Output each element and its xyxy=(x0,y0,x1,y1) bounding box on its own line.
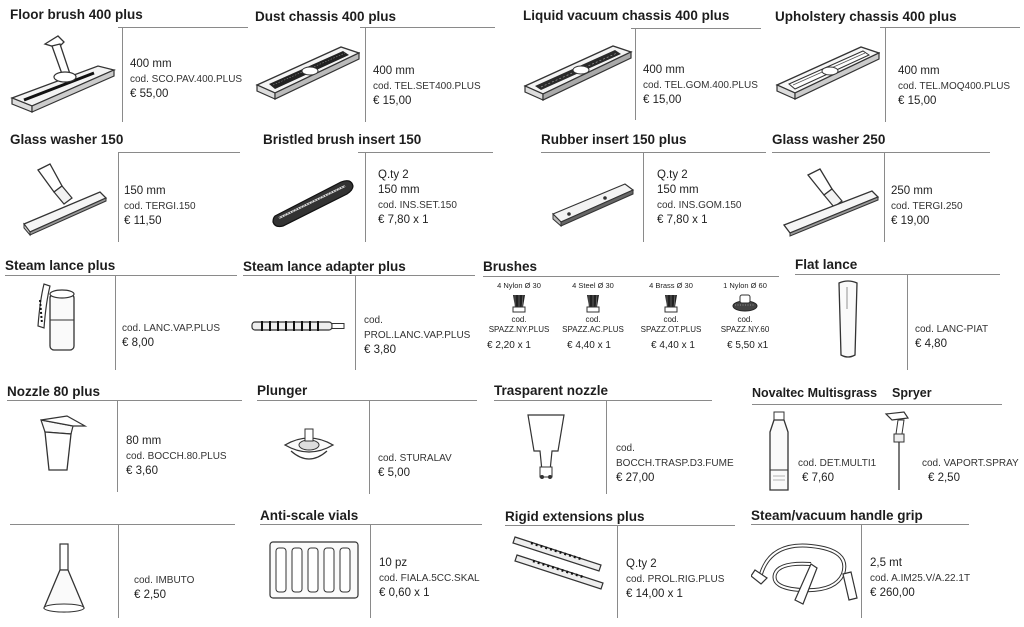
brush-image xyxy=(637,291,705,315)
product-code-label: cod. xyxy=(616,443,635,454)
floor-brush-image xyxy=(10,32,118,117)
brush-code-label: cod. xyxy=(585,315,601,324)
product-price: € 15,00 xyxy=(373,95,412,107)
product-price: € 4,80 xyxy=(915,338,947,350)
product-code: cod. LANC-PIAT xyxy=(915,324,989,335)
product-price: € 15,00 xyxy=(898,95,937,107)
product-info xyxy=(870,556,970,601)
product-code: cod. TEL.MOQ400.PLUS xyxy=(898,81,1011,92)
funnel-image xyxy=(40,540,90,618)
brush-spec: 4 Steel Ø 30 xyxy=(572,281,614,290)
brush-code: SPAZZ.NY.60 xyxy=(720,325,770,334)
product-brushes xyxy=(483,259,788,367)
product-size: 250 mm xyxy=(891,185,933,197)
product-title: Steam lance adapter plus xyxy=(243,259,406,274)
product-code: cod. VAPORT.SPRAY xyxy=(922,458,1019,469)
brush-price: € 2,20 x 1 xyxy=(487,340,531,351)
product-bristled-insert xyxy=(263,132,493,242)
product-price: € 2,50 xyxy=(134,589,166,601)
product-title: Liquid vacuum chassis 400 plus xyxy=(523,8,730,23)
product-info xyxy=(126,434,227,479)
product-info xyxy=(626,557,724,602)
brush-spec: 4 Nylon Ø 30 xyxy=(497,281,541,290)
product-qty: Q.ty 2 xyxy=(378,169,409,181)
product-info xyxy=(122,321,220,351)
product-code: cod. DET.MULTI1 xyxy=(798,458,877,469)
product-code: PROL.LANC.VAP.PLUS xyxy=(364,330,471,341)
product-size: 150 mm xyxy=(124,185,166,197)
product-code: BOCCH.TRASP.D3.FUME xyxy=(616,458,734,469)
product-title: Floor brush 400 plus xyxy=(10,7,143,22)
brush-spec: 4 Brass Ø 30 xyxy=(649,281,693,290)
product-handle-grip xyxy=(751,508,1016,618)
brush-code: SPAZZ.OT.PLUS xyxy=(640,325,702,334)
product-price: € 5,00 xyxy=(378,467,410,479)
product-info xyxy=(657,168,741,228)
brush-image xyxy=(559,291,627,315)
product-title: Spryer xyxy=(892,386,932,400)
product-steam-lance xyxy=(5,258,237,370)
product-title: Rubber insert 150 plus xyxy=(541,132,687,147)
product-code: cod. FIALA.5CC.SKAL xyxy=(379,573,480,584)
product-price: € 27,00 xyxy=(616,472,655,484)
product-price: € 3,80 xyxy=(364,344,396,356)
product-glass-washer-150 xyxy=(10,132,242,242)
product-info xyxy=(891,184,963,229)
product-price: € 0,60 x 1 xyxy=(379,587,430,599)
product-price: € 7,80 x 1 xyxy=(378,214,429,226)
product-title: Steam/vacuum handle grip xyxy=(751,508,923,523)
product-price: € 3,60 xyxy=(126,465,158,477)
product-code: cod. PROL.RIG.PLUS xyxy=(626,574,725,585)
product-size: 400 mm xyxy=(643,64,685,76)
product-title: Anti-scale vials xyxy=(260,508,359,523)
product-title: Flat lance xyxy=(795,257,858,272)
product-lance-adapter xyxy=(243,259,475,370)
product-dust-chassis xyxy=(255,9,495,122)
product-code: cod. A.IM25.V/A.22.1T xyxy=(870,573,971,584)
product-code: cod. IMBUTO xyxy=(134,575,195,586)
product-code: cod. INS.SET.150 xyxy=(378,200,457,211)
brush-image xyxy=(711,291,779,315)
product-funnel xyxy=(10,508,235,618)
product-liquid-chassis xyxy=(523,8,763,122)
dust-chassis-image xyxy=(255,39,360,109)
product-plunger xyxy=(257,383,477,494)
product-size: 80 mm xyxy=(126,435,162,447)
product-info xyxy=(898,64,1010,109)
brush-image xyxy=(485,291,553,315)
liquid-chassis-image xyxy=(523,36,633,108)
product-code: cod. SCO.PAV.400.PLUS xyxy=(130,74,243,85)
product-code: cod. TEL.SET400.PLUS xyxy=(373,81,481,92)
product-price: € 7,60 xyxy=(802,472,834,484)
product-glass-washer-250 xyxy=(772,132,997,242)
rigid-extensions-image xyxy=(511,531,611,593)
product-size: 150 mm xyxy=(657,184,699,196)
brush-code-label: cod. xyxy=(663,315,679,324)
brush-code: SPAZZ.NY.PLUS xyxy=(488,325,550,334)
product-title: Steam lance plus xyxy=(5,258,116,273)
brush-code-label: cod. xyxy=(511,315,527,324)
product-price: € 55,00 xyxy=(130,88,169,100)
rubber-insert-image xyxy=(549,174,637,229)
product-flat-lance xyxy=(795,257,1005,370)
product-size: 400 mm xyxy=(130,58,172,70)
product-title: Trasparent nozzle xyxy=(494,383,609,398)
product-code: cod. TERGI.150 xyxy=(124,201,196,212)
product-price: € 260,00 xyxy=(870,587,915,599)
product-code: cod. STURALAV xyxy=(378,453,452,464)
product-info xyxy=(378,451,452,481)
product-code: cod. LANC.VAP.PLUS xyxy=(122,323,221,334)
product-info xyxy=(616,441,734,486)
brush-price: € 4,40 x 1 xyxy=(567,340,611,351)
product-upholstery-chassis xyxy=(775,9,1020,122)
product-price: € 8,00 xyxy=(122,337,154,349)
product-info xyxy=(130,57,242,102)
product-title: Dust chassis 400 plus xyxy=(255,9,397,24)
product-code: cod. INS.GOM.150 xyxy=(657,200,742,211)
product-price: € 19,00 xyxy=(891,215,930,227)
vials-image xyxy=(268,540,360,602)
product-price: € 11,50 xyxy=(124,215,162,227)
product-title: Bristled brush insert 150 xyxy=(263,132,422,147)
product-info xyxy=(798,456,876,486)
product-info xyxy=(364,313,470,358)
product-floor-brush xyxy=(10,7,243,122)
product-title: Glass washer 150 xyxy=(10,132,124,147)
brush-variant xyxy=(485,281,553,351)
sprayer-image xyxy=(884,408,920,492)
product-info xyxy=(124,184,196,229)
product-qty: Q.ty 2 xyxy=(626,558,657,570)
product-price: € 2,50 xyxy=(928,472,960,484)
product-title: Nozzle 80 plus xyxy=(7,384,101,399)
nozzle-image xyxy=(37,412,92,477)
product-info xyxy=(378,168,457,228)
product-nozzle-80 xyxy=(7,384,242,494)
product-title: Plunger xyxy=(257,383,308,398)
product-title: Rigid extensions plus xyxy=(505,509,645,524)
product-code-label: cod. xyxy=(364,315,383,326)
product-info xyxy=(643,63,758,108)
product-price: € 14,00 x 1 xyxy=(626,588,683,600)
upholstery-chassis-image xyxy=(775,39,880,109)
product-price: € 15,00 xyxy=(643,94,682,106)
product-spryer xyxy=(892,386,1022,494)
product-info xyxy=(379,556,480,601)
product-rigid-extensions xyxy=(505,509,735,618)
product-vials xyxy=(260,508,482,618)
product-info xyxy=(922,456,1019,486)
product-title: Upholstery chassis 400 plus xyxy=(775,9,957,24)
product-code: cod. BOCCH.80.PLUS xyxy=(126,451,227,462)
brush-spec: 1 Nylon Ø 60 xyxy=(723,281,767,290)
lance-adapter-image xyxy=(248,316,348,336)
product-info xyxy=(373,64,481,109)
product-code: cod. TEL.GOM.400.PLUS xyxy=(643,80,758,91)
product-size: 150 mm xyxy=(378,184,420,196)
brush-code-label: cod. xyxy=(737,315,753,324)
product-size: 2,5 mt xyxy=(870,557,902,569)
product-qty: 10 pz xyxy=(379,557,408,569)
product-title: Brushes xyxy=(483,259,538,274)
product-qty: Q.ty 2 xyxy=(657,169,688,181)
product-rubber-insert xyxy=(541,132,766,242)
product-title: Glass washer 250 xyxy=(772,132,886,147)
brush-variant xyxy=(559,281,627,351)
plunger-image xyxy=(279,425,339,470)
glass-washer-image xyxy=(782,167,882,239)
flat-lance-image xyxy=(833,279,863,361)
bristled-insert-image xyxy=(271,170,356,230)
product-transparent-nozzle xyxy=(494,383,744,494)
steam-lance-image xyxy=(30,280,85,360)
brush-variant xyxy=(637,281,705,351)
product-multisgrass xyxy=(752,386,892,494)
handle-grip-image xyxy=(751,534,859,610)
brush-variant xyxy=(711,281,779,351)
brush-price: € 4,40 x 1 xyxy=(651,340,695,351)
brush-price: € 5,50 x1 xyxy=(727,340,769,351)
product-size: 400 mm xyxy=(898,65,940,77)
product-price: € 7,80 x 1 xyxy=(657,214,708,226)
brush-code: SPAZZ.AC.PLUS xyxy=(562,325,624,334)
product-size: 400 mm xyxy=(373,65,415,77)
product-code: cod. TERGI.250 xyxy=(891,201,963,212)
product-title: Novaltec Multisgrass xyxy=(752,386,878,400)
product-info xyxy=(915,322,988,352)
bottle-image xyxy=(764,410,794,494)
transparent-nozzle-image xyxy=(524,411,569,486)
glass-washer-image xyxy=(20,162,110,237)
product-info xyxy=(134,573,194,603)
